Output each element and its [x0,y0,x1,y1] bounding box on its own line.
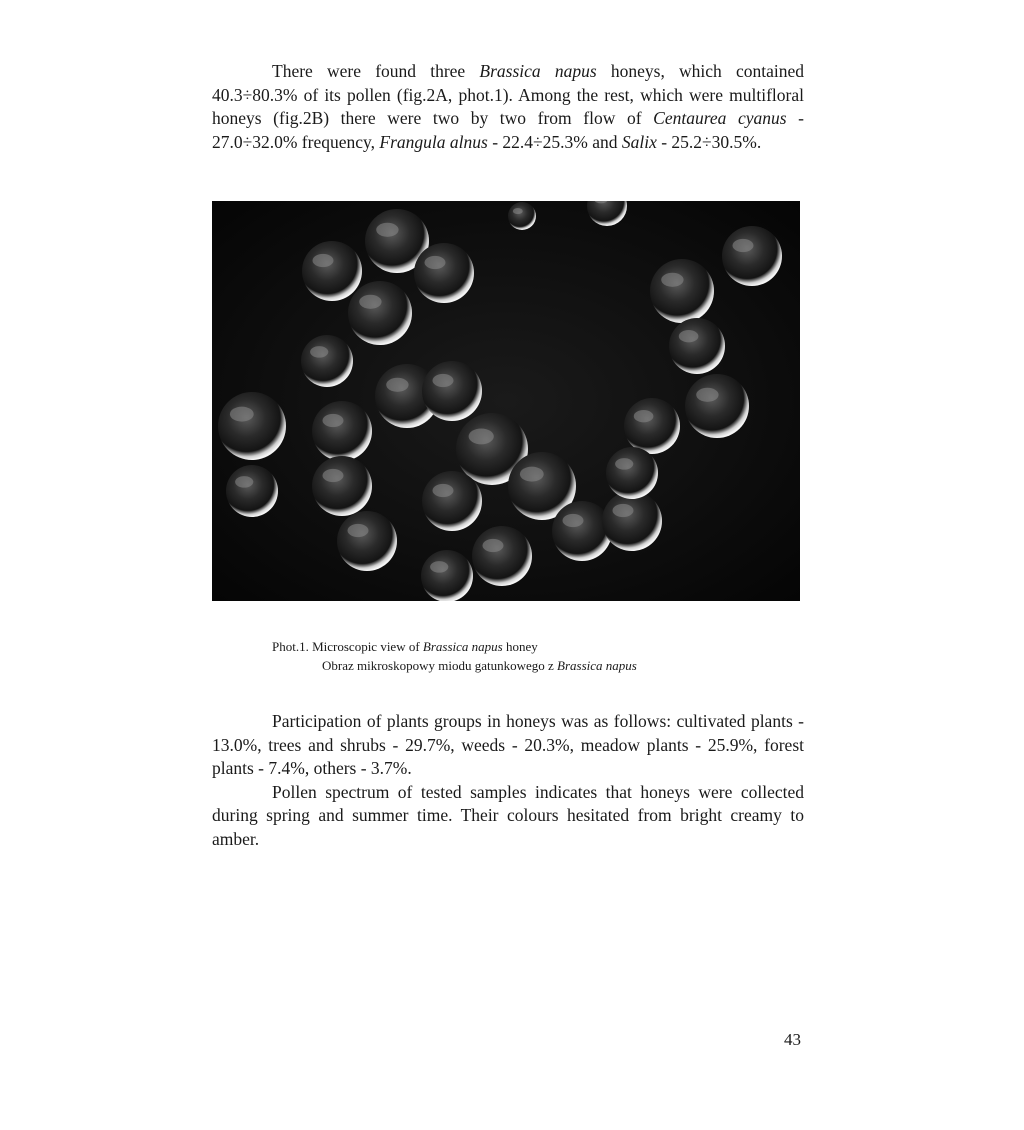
pollen-grain [422,361,482,421]
pollen-grain-highlight [634,410,654,422]
pollen-grain-highlight [513,208,523,214]
text-run: - 27.0÷32.0% frequency, [212,108,805,152]
caption-species: Brassica napus [422,639,503,654]
pollen-grain [422,471,482,531]
text-run: - 22.4÷25.3% and [487,131,622,152]
species-name: Brassica napus [479,61,597,81]
pollen-grain-highlight [359,295,381,309]
pollen-grain-highlight [615,458,633,469]
text-run: There were found three [272,61,480,81]
pollen-grain [472,526,532,586]
pollen-grain-highlight [696,388,718,402]
pollen-grain [606,447,658,499]
pollen-grain [226,465,278,517]
pollen-grain [650,259,714,323]
results-section [212,710,804,851]
pollen-grain [602,491,662,551]
pollen-grain [337,511,397,571]
pollen-grain-highlight [376,223,398,237]
pollen-grain-highlight [348,524,369,537]
pollen-grain [722,226,782,286]
pollen-grain-highlight [235,476,253,487]
pollen-grain [508,202,536,230]
pollen-grain [685,374,749,438]
pollen-grain-highlight [469,428,494,444]
pollen-grain [348,281,412,345]
caption-polish-line [272,656,637,675]
pollen-grain [312,456,372,516]
pollen-grain-highlight [430,561,448,572]
paragraph-brassica-honeys [212,60,804,154]
species-name: Frangula alnus [379,131,488,152]
pollen-grain [669,318,725,374]
micrograph-photo [212,201,800,601]
pollen-grain [302,241,362,301]
paragraph-pollen-spectrum: Pollen spectrum of tested samples indicates that honeys were collected during spring and summer time. Their colours hesitated from bright creamy to amber. [212,781,804,849]
pollen-grain-highlight [483,539,504,552]
species-name: Salix [621,131,657,152]
pollen-grains-image [212,201,800,601]
pollen-grain-highlight [425,256,446,269]
pollen-grain-highlight [386,378,408,392]
pollen-grain-highlight [433,484,454,497]
pollen-grain-highlight [733,239,754,252]
text-run: honeys, which contained 40.3÷80.3% of its pollen (fig.2A, phot.1). Among the rest, which were multifloral honeys (fig.2B) there were two by two from flow of [212,61,805,128]
species-name: Centaurea cyanus [653,108,787,128]
caption-text: honey [502,639,538,654]
pollen-grain-highlight [520,467,544,482]
pollen-grain-highlight [433,374,454,387]
pollen-grain [421,550,473,601]
pollen-grain-highlight [661,273,683,287]
pollen-grain-highlight [230,407,254,422]
pollen-grain-highlight [563,514,584,527]
caption-text: Phot.1. Microscopic view of [272,639,423,654]
pollen-grain-highlight [613,504,634,517]
pollen-grain [552,501,612,561]
caption-text: Obraz mikroskopowy miodu gatunkowego z [322,658,558,673]
pollen-grain [312,401,372,461]
pollen-grain [301,335,353,387]
paragraph-plant-groups: Participation of plants groups in honeys was as follows: cultivated plants - 13.0%, trees and shrubs - 29.7%, weeds - 20.3%, meadow plants - 25.9%, forest plants - 7.4%, others - 3.7%. [212,711,804,778]
pollen-grain [414,243,474,303]
pollen-grain-highlight [313,254,334,267]
pollen-grain-highlight [310,346,328,357]
page-number: 43 [784,1030,801,1049]
caption-species: Brassica napus [557,658,637,673]
text-run: - 25.2÷30.5%. [656,131,762,152]
pollen-grain-highlight [679,330,699,342]
pollen-grain-highlight [323,414,344,427]
photo-caption [272,637,637,675]
pollen-grain-highlight [323,469,344,482]
pollen-grain [624,398,680,454]
pollen-grain [218,392,286,460]
